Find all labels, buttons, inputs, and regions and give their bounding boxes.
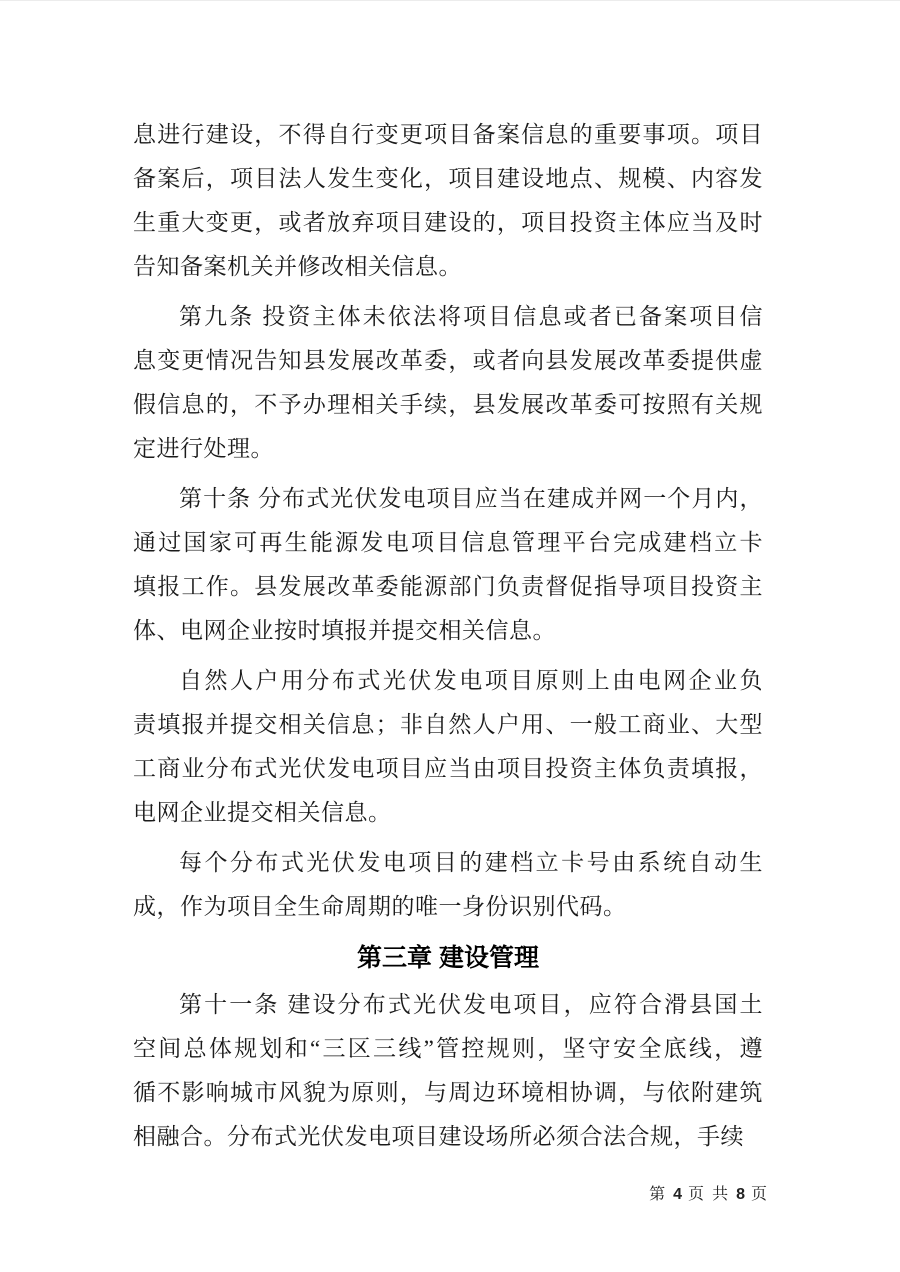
text-line: 空间总体规划和“三区三线”管控规则，坚守安全底线，遵 [133, 1036, 763, 1061]
text-line: 第十条 分布式光伏发电项目应当在建成并网一个月内， [179, 486, 763, 511]
footer-page-number: 4 [673, 1186, 683, 1203]
text-line: 第九条 投资主体未依法将项目信息或者已备案项目信 [179, 304, 763, 329]
text-line: 成，作为项目全生命周期的唯一身份识别代码。 [133, 894, 627, 919]
text-line: 体、电网企业按时填报并提交相关信息。 [133, 618, 556, 643]
text-line: 通过国家可再生能源发电项目信息管理平台完成建档立卡 [133, 530, 763, 555]
paragraph [133, 659, 763, 835]
chapter-heading: 第三章 建设管理 [357, 944, 539, 972]
text-line: 定进行处理。 [133, 436, 274, 461]
footer-prefix-label: 第 [649, 1186, 668, 1203]
text-line: 循不影响城市风貌为原则，与周边环境相协调，与依附建筑 [133, 1080, 763, 1105]
text-line: 每个分布式光伏发电项目的建档立卡号由系统自动生 [179, 850, 763, 875]
paragraph [133, 113, 763, 289]
text-line: 备案后，项目法人发生变化，项目建设地点、规模、内容发 [133, 166, 763, 191]
paragraph [133, 477, 763, 653]
text-line: 电网企业提交相关信息。 [133, 800, 392, 825]
text-line: 息进行建设，不得自行变更项目备案信息的重要事项。项目 [133, 122, 763, 147]
text-line: 生重大变更，或者放弃项目建设的，项目投资主体应当及时 [133, 210, 763, 235]
text-line: 责填报并提交相关信息；非自然人户用、一般工商业、大型 [133, 712, 763, 737]
text-line: 假信息的，不予办理相关手续，县发展改革委可按照有关规 [133, 392, 763, 417]
page-footer [649, 1181, 769, 1204]
footer-conjunction-label: 共 [712, 1186, 731, 1203]
text-line: 相融合。分布式光伏发电项目建设场所必须合法合规，手续 [133, 1124, 744, 1149]
text-line: 填报工作。县发展改革委能源部门负责督促指导项目投资主 [133, 574, 763, 599]
text-line: 工商业分布式光伏发电项目应当由项目投资主体负责填报， [133, 756, 763, 781]
paragraph [133, 295, 763, 471]
text-line: 息变更情况告知县发展改革委，或者向县发展改革委提供虚 [133, 348, 763, 373]
document-body [133, 113, 763, 1165]
paragraph [133, 983, 763, 1159]
footer-page-label: 页 [688, 1186, 707, 1203]
text-line: 自然人户用分布式光伏发电项目原则上由电网企业负 [179, 668, 763, 693]
text-line: 告知备案机关并修改相关信息。 [133, 254, 462, 279]
paragraph [133, 841, 763, 929]
text-line: 第十一条 建设分布式光伏发电项目，应符合滑县国土 [179, 992, 763, 1017]
footer-total-pages: 8 [736, 1186, 745, 1203]
footer-total-label: 页 [750, 1186, 769, 1203]
